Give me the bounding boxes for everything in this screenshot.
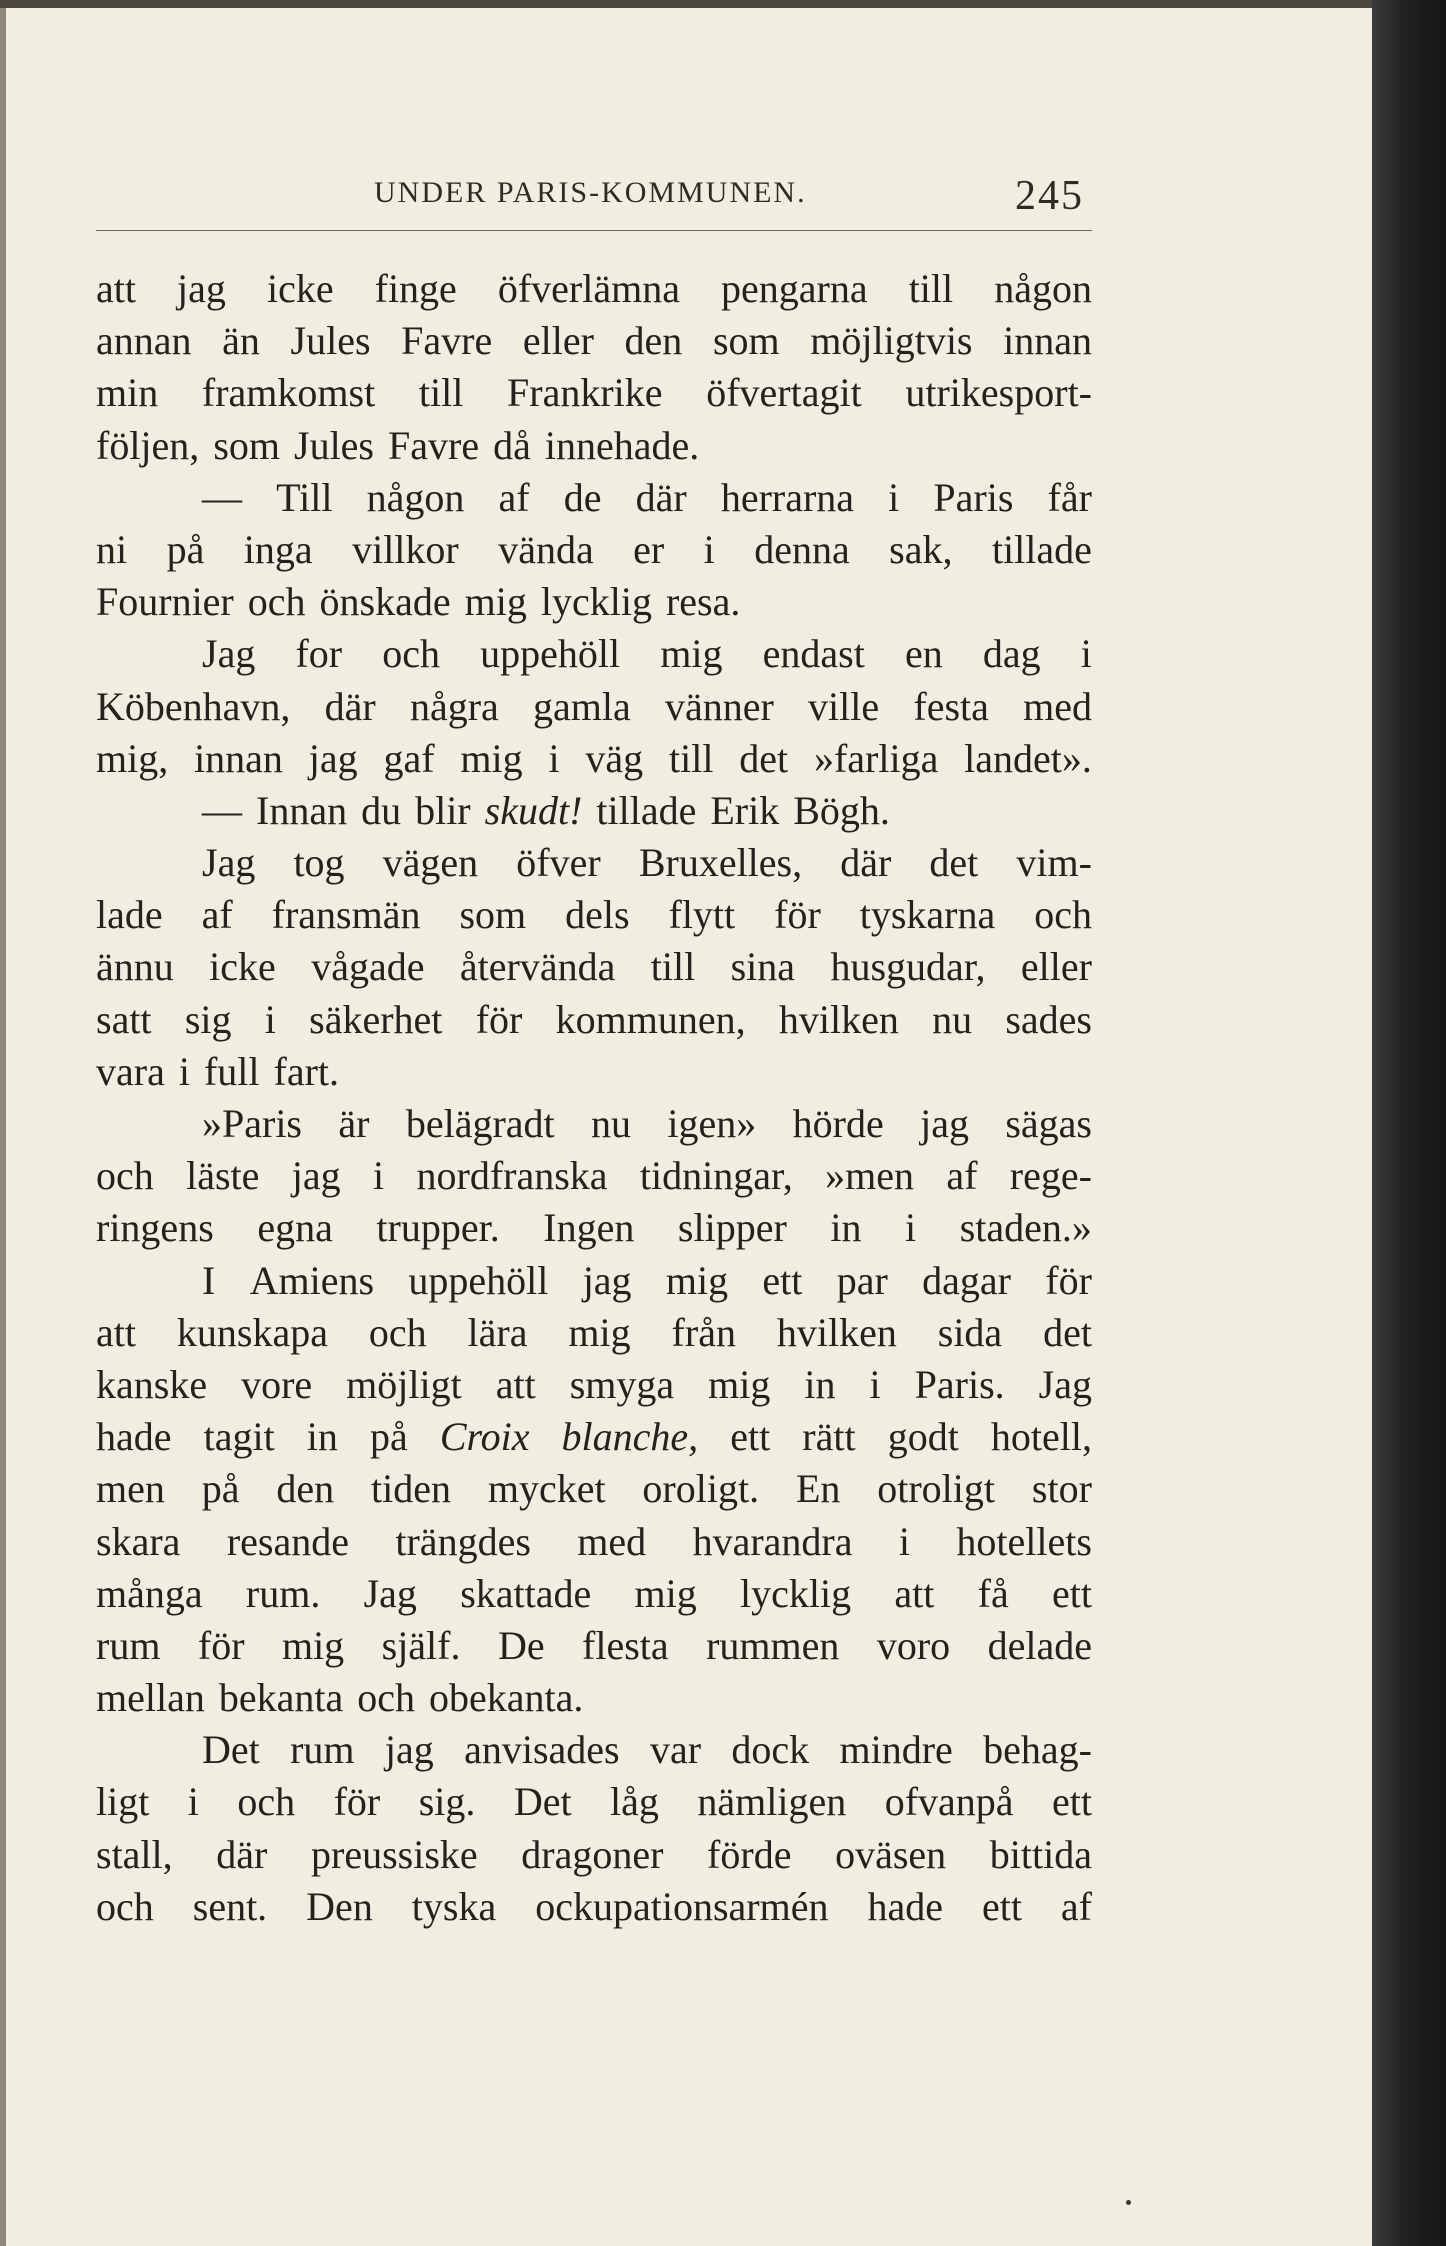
text-line: annan än Jules Favre eller den som möjligtvis innan — [96, 318, 1092, 364]
page-right-shadow — [1372, 0, 1446, 2246]
text-line: men på den tiden mycket oroligt. En otroligt stor — [96, 1466, 1092, 1512]
text-line: mellan bekanta och obekanta. — [96, 1675, 584, 1721]
text-line: — Innan du blir skudt! tillade Erik Bögh. — [202, 787, 890, 833]
text-line: lade af fransmän som dels flytt för tyskarna och — [96, 892, 1092, 938]
text-line: ni på inga villkor vända er i denna sak, tillade — [96, 526, 1092, 572]
text-line: vara i full fart. — [96, 1048, 340, 1094]
text-line: ringens egna trupper. Ingen slipper in i staden.» — [96, 1205, 1092, 1251]
book-page — [0, 8, 1372, 2246]
text-line: och sent. Den tyska ockupationsarmén hade ett af — [96, 1883, 1092, 1929]
page-top-edge — [0, 0, 1372, 8]
text-line: att jag icke finge öfverlämna pengarna till någon — [96, 266, 1092, 311]
text-line: Jag for och uppehöll mig endast en dag i — [202, 631, 1092, 677]
running-title: UNDER PARIS-KOMMUNEN. — [374, 176, 807, 209]
text-line: ännu icke vågade återvända till sina husgudar, eller — [96, 944, 1092, 990]
text-line: Köbenhavn, där några gamla vänner ville festa med — [96, 683, 1092, 729]
text-line: min framkomst till Frankrike öfvertagit utrikesport- — [96, 370, 1092, 416]
text-line: skara resande trängdes med hvarandra i hotellets — [96, 1518, 1092, 1564]
page-header — [96, 174, 1092, 231]
text-line: att kunskapa och lära mig från hvilken sida det — [96, 1309, 1092, 1355]
text-line: Fournier och önskade mig lycklig resa. — [96, 579, 741, 625]
text-line: »Paris är belägradt nu igen» hörde jag sägas — [202, 1101, 1092, 1146]
text-line: Det rum jag anvisades var dock mindre behag- — [202, 1727, 1092, 1773]
page-number: 245 — [1015, 173, 1084, 219]
speck-mark — [1126, 2200, 1131, 2205]
text-line: stall, där preussiske dragoner förde oväsen bittida — [96, 1831, 1092, 1877]
text-line: Jag tog vägen öfver Bruxelles, där det vim- — [202, 840, 1092, 886]
text-line: — Till någon af de där herrarna i Paris får — [202, 474, 1092, 520]
text-line: satt sig i säkerhet för kommunen, hvilken nu sades — [96, 996, 1092, 1042]
text-line: många rum. Jag skattade mig lycklig att få ett — [96, 1570, 1092, 1616]
text-line: I Amiens uppehöll jag mig ett par dagar för — [202, 1257, 1092, 1303]
text-line: rum för mig själf. De flesta rummen voro delade — [96, 1622, 1092, 1668]
text-line: följen, som Jules Favre då innehade. — [96, 422, 700, 468]
text-line: och läste jag i nordfranska tidningar, »men af rege- — [96, 1153, 1092, 1199]
body-text — [96, 263, 1092, 1933]
text-line: kanske vore möjligt att smyga mig in i Paris. Jag — [96, 1361, 1092, 1407]
text-line: ligt i och för sig. Det låg nämligen ofvanpå ett — [96, 1779, 1092, 1825]
text-line: mig, innan jag gaf mig i väg till det »farliga landet». — [96, 735, 1092, 781]
text-line: hade tagit in på Croix blanche, ett rätt godt hotell, — [96, 1414, 1092, 1460]
